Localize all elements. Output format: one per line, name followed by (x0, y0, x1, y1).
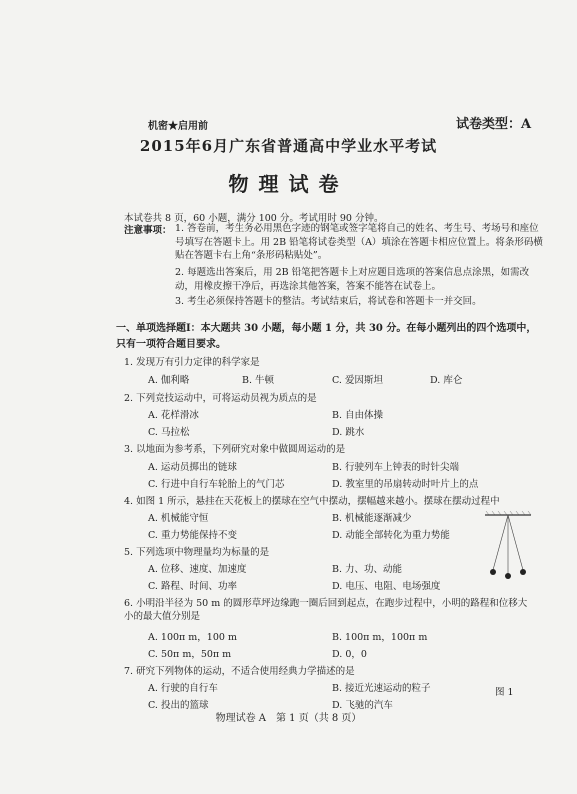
page-footer: 物理试卷 A 第 1 页（共 8 页） (215, 713, 362, 724)
pendulum-figure (483, 510, 533, 660)
exam-title: 2015年6月广东省普通高中学业水平考试 (139, 137, 438, 155)
option: B. 牛顿 (242, 375, 275, 386)
question-stem: 3. 以地面为参考系，下列研究对象中做圆周运动的是 (124, 444, 346, 455)
pendulum-bob (505, 573, 511, 579)
question-stem: 5. 下列选项中物理量均为标量的是 (124, 547, 270, 558)
question-stem: 6. 小明沿半径为 50 m 的圆形草坪边缘跑一圈后回到起点，在跑步过程中，小明的路程和位移大小的最大值分别是 (124, 598, 528, 622)
option: A. 位移、速度、加速度 (148, 564, 247, 575)
option: A. 行驶的自行车 (148, 683, 218, 694)
option: C. 50π m，50π m (148, 649, 232, 660)
figure-caption: 图 1 (495, 687, 514, 698)
notice-item: 1. 答卷前，考生务必用黑色字迹的钢笔或签字笔将自己的姓名、考生号、考场号和座位号填写在答题卡上。用 2B 铅笔将试卷类型（A）填涂在答题卡相应位置上。将条形码横贴在答题卡右上角“条形码粘贴处”。 (175, 223, 543, 261)
option: A. 机械能守恒 (148, 513, 209, 524)
option: B. 行驶列车上钟表的时针尖端 (332, 462, 460, 473)
option: A. 运动员掷出的链球 (148, 462, 237, 473)
pendulum-string (493, 515, 508, 570)
confidential-label: 机密★启用前 (148, 121, 208, 132)
pendulum-bob (520, 569, 526, 575)
option: B. 接近光速运动的粒子 (332, 683, 431, 694)
option: D. 电压、电阻、电场强度 (332, 581, 441, 592)
notice-item: 2. 每题选出答案后，用 2B 铅笔把答题卡上对应题目选项的答案信息点涂黑，如需改动，用橡皮擦干净后，再选涂其他答案，答案不能答在试卷上。 (175, 267, 530, 292)
subject-title: 物理试卷 (228, 172, 349, 196)
option: A. 伽利略 (148, 375, 190, 386)
notice-label: 注意事项： (124, 225, 172, 236)
pendulum-string (508, 515, 523, 570)
option: C. 投出的篮球 (148, 700, 209, 711)
question-stem: 7. 研究下列物体的运动，不适合使用经典力学描述的是 (124, 666, 355, 677)
option: B. 机械能逐渐减少 (332, 513, 412, 524)
option: D. 跳水 (332, 427, 365, 438)
option: C. 马拉松 (148, 427, 190, 438)
option: D. 库仑 (430, 375, 463, 386)
notice-item: 3. 考生必须保持答题卡的整洁。考试结束后，将试卷和答题卡一并交回。 (175, 296, 482, 307)
question-stem: 2. 下列竞技运动中，可将运动员视为质点的是 (124, 393, 317, 404)
paper-type-label: 试卷类型：A (456, 117, 532, 132)
question-stem: 1. 发现万有引力定律的科学家是 (124, 357, 260, 368)
option: C. 爱因斯坦 (332, 375, 383, 386)
option: D. 动能全部转化为重力势能 (332, 530, 450, 541)
option: A. 花样滑冰 (148, 410, 199, 421)
exam-intro: 本试卷共 8 页，60 小题，满分 100 分。考试用时 90 分钟。 (124, 213, 384, 224)
option: D. 飞驰的汽车 (332, 700, 393, 711)
section-heading: 一、单项选择题Ⅰ：本大题共 30 小题，每小题 1 分，共 30 分。在每小题列出的四个选项中，只有一项符合题目要求。 (116, 323, 537, 350)
option: D. 0，0 (332, 649, 367, 660)
option: A. 100π m，100 m (148, 632, 237, 643)
pendulum-bob (490, 569, 496, 575)
option: B. 100π m，100π m (332, 632, 428, 643)
option: C. 行进中自行车轮胎上的气门芯 (148, 479, 285, 490)
option: C. 重力势能保持不变 (148, 530, 237, 541)
option: B. 力、功、动能 (332, 564, 403, 575)
option: C. 路程、时间、功率 (148, 581, 237, 592)
option: B. 自由体操 (332, 410, 384, 421)
question-stem: 4. 如图 1 所示，悬挂在天花板上的摆球在空气中摆动，摆幅越来越小。摆球在摆动过程中 (124, 496, 500, 507)
option: D. 教室里的吊扇转动时叶片上的点 (332, 479, 479, 490)
